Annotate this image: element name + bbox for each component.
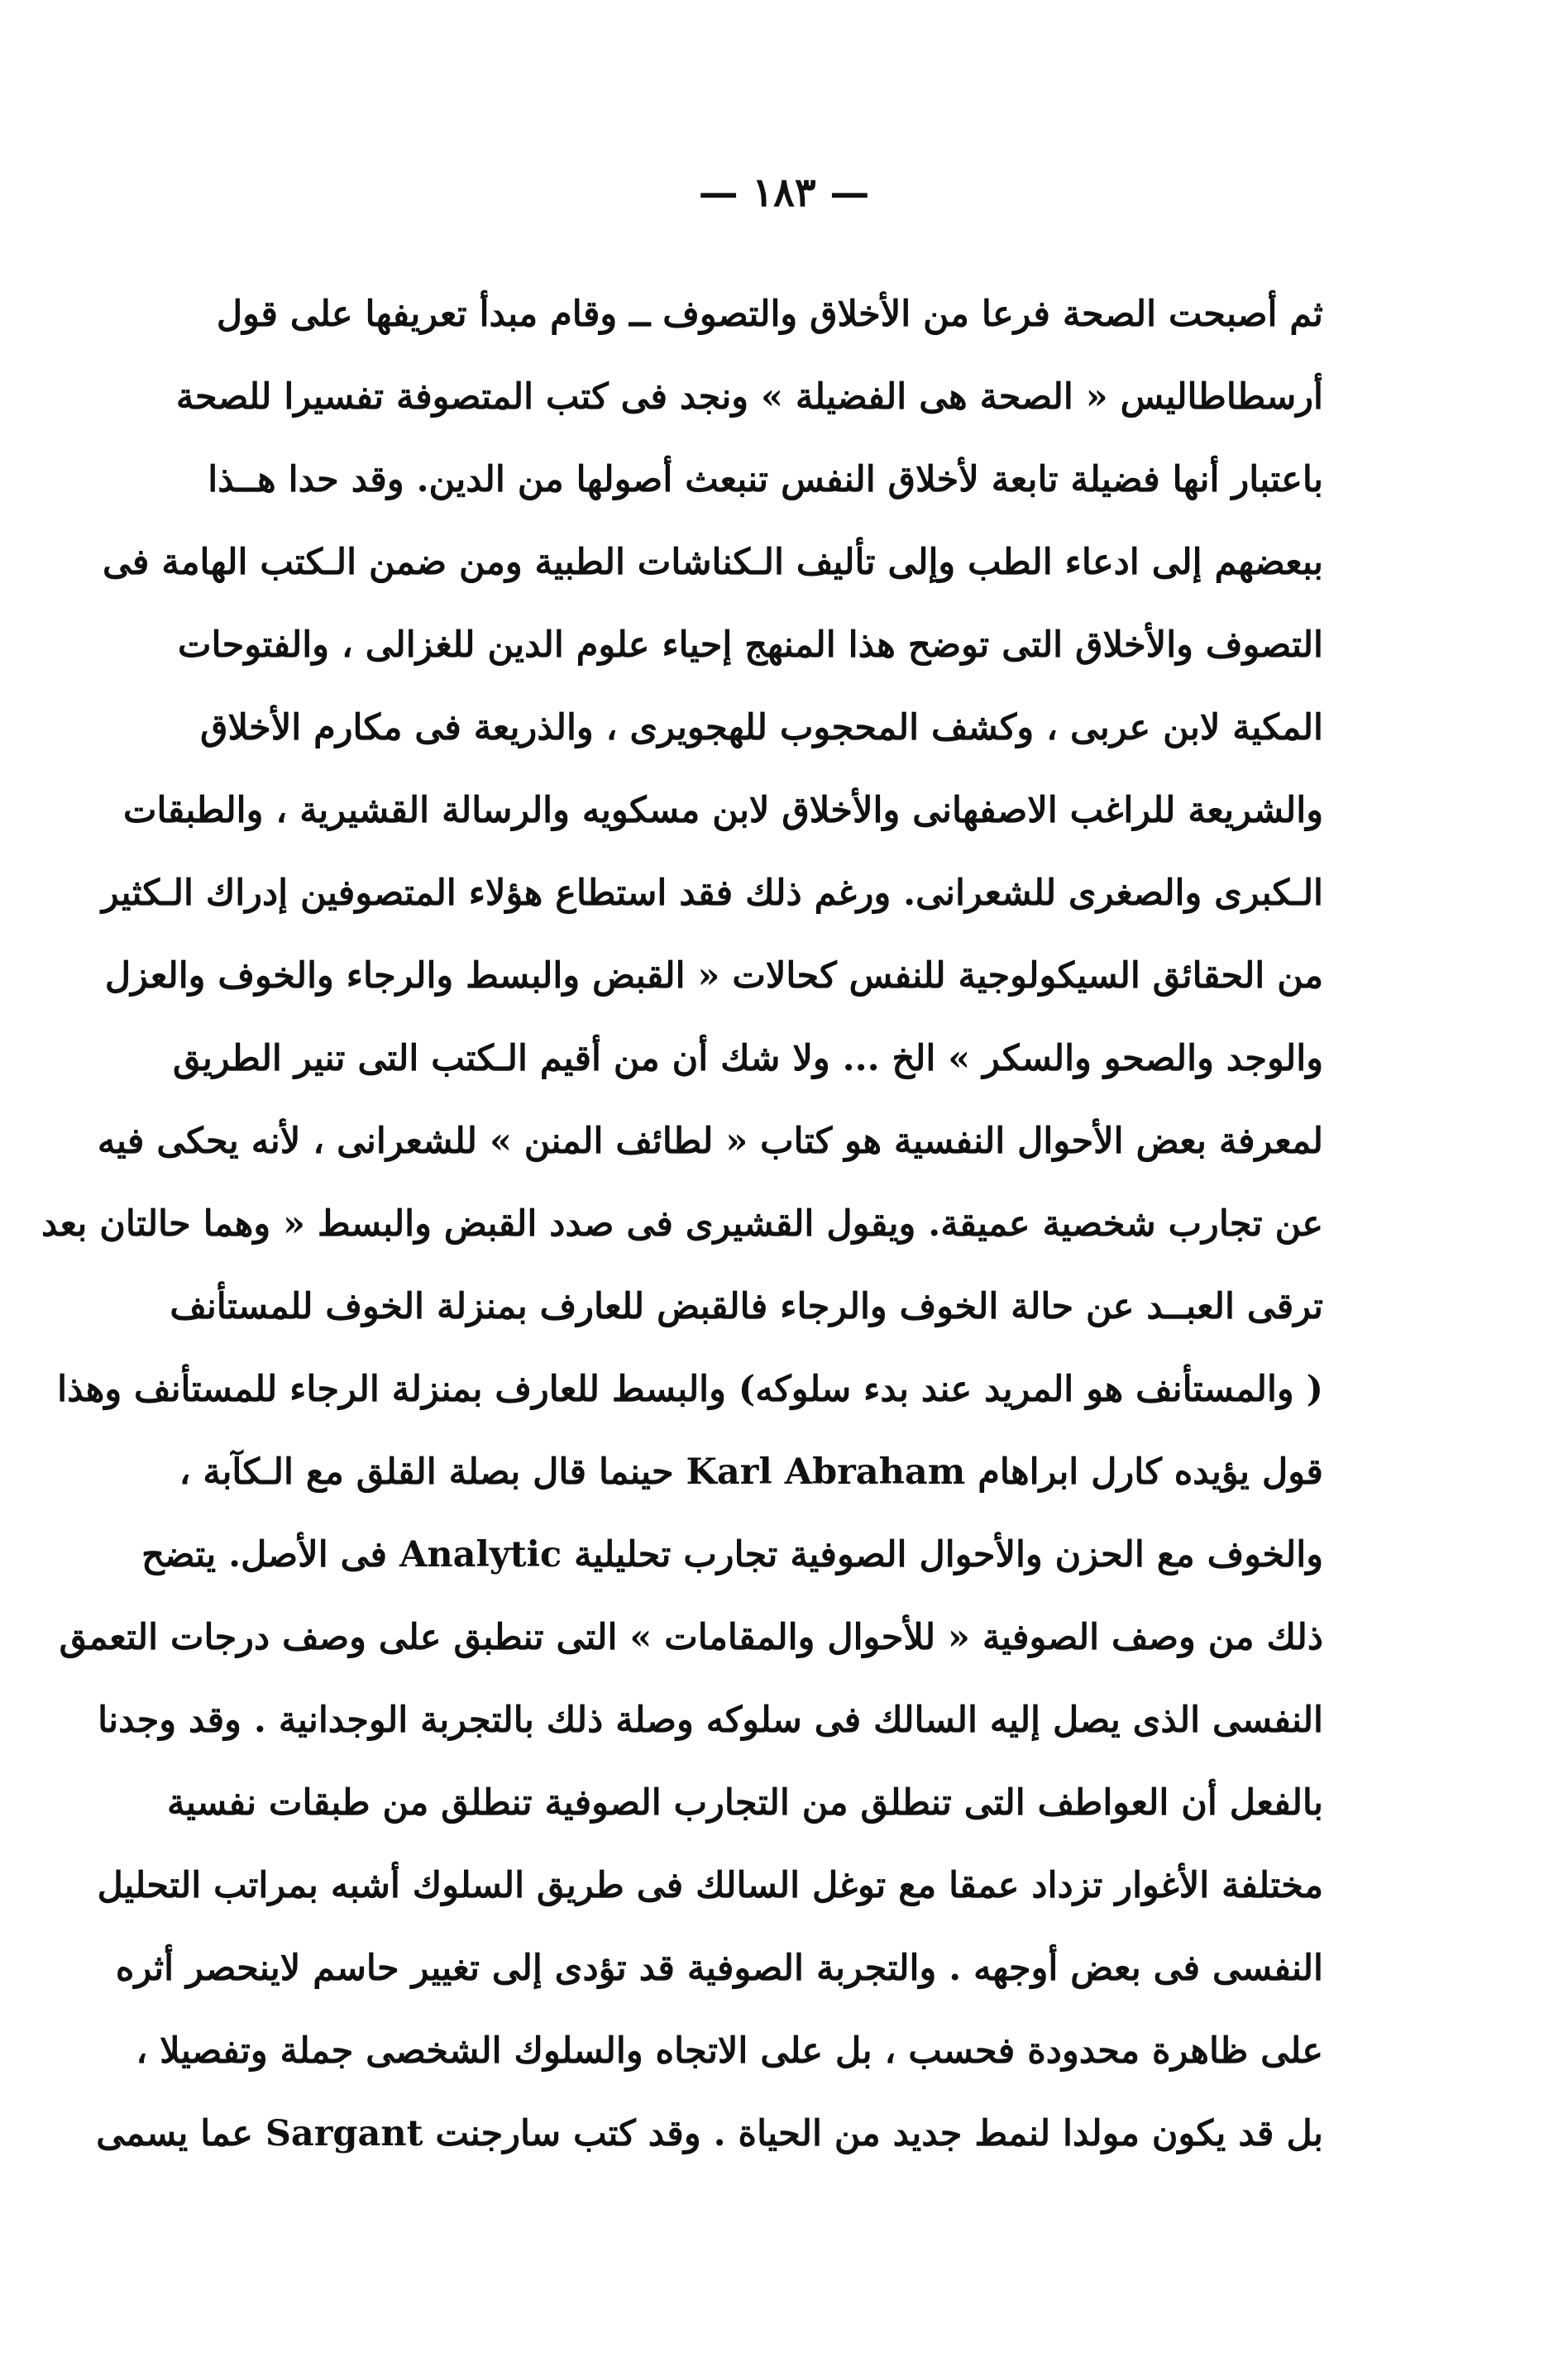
- text-line: بالفعل أن العواطف التى تنطلق من التجارب الصوفية تنطلق من طبقات نفسية: [166, 1782, 1323, 1824]
- text-line: بل قد يكون مولدا لنمط جديد من الحياة . وقد كتب سارجنت Sargant عما يسمى: [96, 2113, 1323, 2154]
- text-line: ترقى العبــد عن حالة الخوف والرجاء فالقبض للعارف بمنزلة الخوف للمستأنف: [170, 1286, 1323, 1327]
- text-line: الـكبرى والصغرى للشعرانى. ورغم ذلك فقد استطاع هؤلاء المتصوفين إدراك الـكثير: [101, 873, 1323, 914]
- text-line: والخوف مع الحزن والأحوال الصوفية تجارب تحليلية Analytic فى الأصل. يتضح: [141, 1534, 1323, 1575]
- text-line: والشريعة للراغب الاصفهانى والأخلاق لابن مسكويه والرسالة القشيرية ، والطبقات: [123, 790, 1323, 831]
- text-line: ببعضهم إلى ادعاء الطب وإلى تأليف الـكناشات الطبية ومن ضمن الـكتب الهامة فى: [103, 542, 1323, 583]
- text-line: والوجد والصحو والسكر » الخ ... ولا شك أن من أقيم الـكتب التى تنير الطريق: [173, 1038, 1323, 1079]
- text-line: ( والمستأنف هو المريد عند بدء سلوكه) والبسط للعارف بمنزلة الرجاء للمستأنف وهذا: [57, 1369, 1323, 1410]
- text-line: على ظاهرة محدودة فحسب ، بل على الاتجاه والسلوك الشخصى جملة وتفصيلا ،: [136, 2030, 1323, 2072]
- text-line: من الحقائق السيكولوجية للنفس كحالات « القبض والبسط والرجاء والخوف والعزل: [104, 955, 1323, 997]
- text-line: التصوف والأخلاق التى توضح هذا المنهج إحياء علوم الدين للغزالى ، والفتوحات: [178, 624, 1323, 666]
- page-number: — ١٨٣ —: [698, 170, 870, 216]
- text-line: قول يؤيده كارل ابراهام Karl Abraham حينما قال بصلة القلق مع الـكآبة ،: [179, 1451, 1323, 1493]
- text-line: عن تجارب شخصية عميقة. ويقول القشيرى فى صدد القبض والبسط « وهما حالتان بعد: [41, 1203, 1323, 1245]
- text-line: ذلك من وصف الصوفية « للأحوال والمقامات » التى تنطبق على وصف درجات التعمق: [59, 1617, 1323, 1658]
- text-line: باعتبار أنها فضيلة تابعة لأخلاق النفس تنبعث أصولها من الدين. وقد حدا هــذا: [208, 459, 1323, 500]
- text-line: مختلفة الأغوار تزداد عمقا مع توغل السالك فى طريق السلوك أشبه بمراتب التحليل: [97, 1865, 1323, 1906]
- text-line: النفسى الذى يصل إليه السالك فى سلوكه وصلة ذلك بالتجربة الوجدانية . وقد وجدنا: [98, 1700, 1323, 1741]
- text-line: لمعرفة بعض الأحوال النفسية هو كتاب « لطائف المنن » للشعرانى ، لأنه يحكى فيه: [97, 1121, 1323, 1162]
- text-line: النفسى فى بعض أوجهه . والتجربة الصوفية قد تؤدى إلى تغيير حاسم لاينحصر أثره: [115, 1948, 1323, 1989]
- text-line: أرسطاطاليس « الصحة هى الفضيلة » ونجد فى كتب المتصوفة تفسيرا للصحة: [175, 376, 1323, 418]
- text-line: المكية لابن عربى ، وكشف المحجوب للهجويرى ، والذريعة فى مكارم الأخلاق: [200, 707, 1323, 748]
- text-line: ثم أصبحت الصحة فرعا من الأخلاق والتصوف ــ وقام مبدأ تعريفها على قول: [216, 294, 1323, 335]
- body-text: [41, 273, 1323, 2175]
